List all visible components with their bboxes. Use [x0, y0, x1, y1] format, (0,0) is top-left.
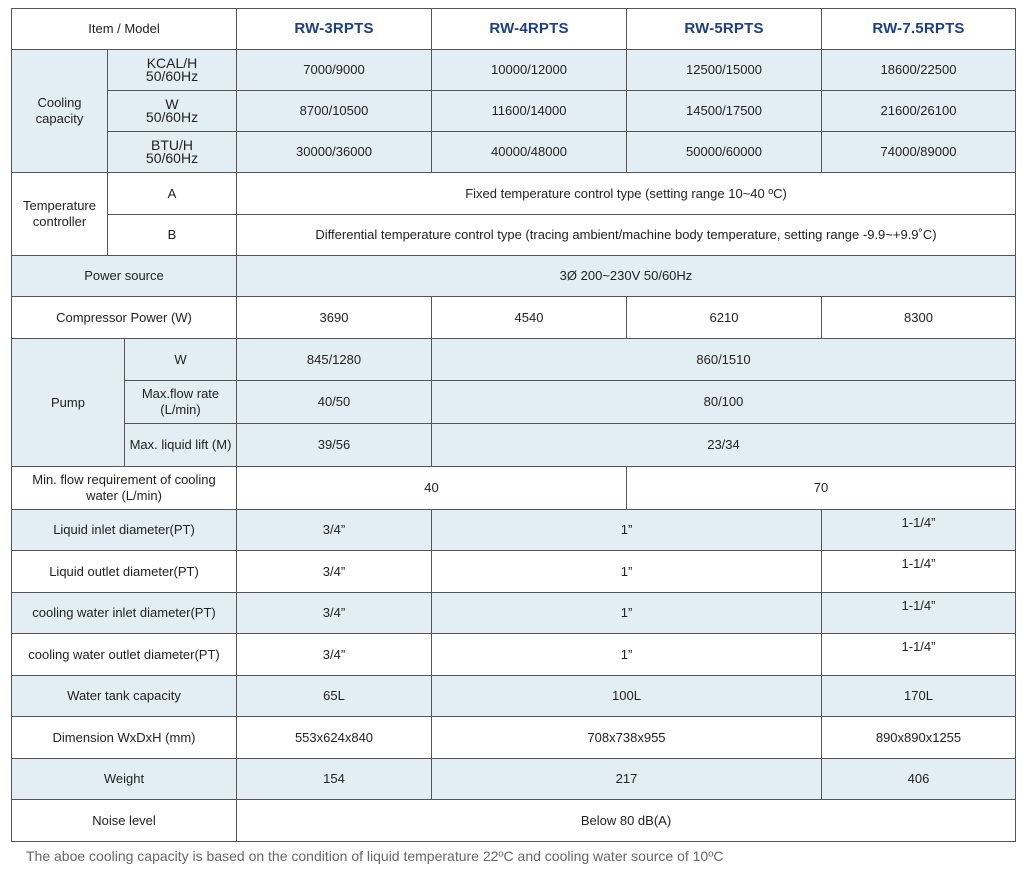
liquid-outlet-value: 1-1/4” [822, 551, 1016, 593]
cooling-value: 11600/14000 [432, 91, 627, 132]
pump-w-value: 860/1510 [432, 339, 1016, 381]
temp-controller-b-value: Differential temperature control type (tracing ambient/machine body temperature, setting range -9.9~+9.9˚C) [237, 215, 1016, 256]
cooling-value: 18600/22500 [822, 50, 1016, 91]
tank-value: 65L [237, 676, 432, 717]
model-header-rw-4rpts: RW-4RPTS [432, 9, 627, 50]
item-model-header: Item / Model [12, 9, 237, 50]
pump-flow-label: Max.flow rate (L/min) [125, 381, 237, 424]
model-header-rw-5rpts: RW-5RPTS [627, 9, 822, 50]
weight-value: 154 [237, 759, 432, 800]
pump-label: Pump [12, 339, 125, 467]
noise-value: Below 80 dB(A) [237, 800, 1016, 842]
liquid-outlet-label: Liquid outlet diameter(PT) [12, 551, 237, 593]
pump-lift-label: Max. liquid lift (M) [125, 424, 237, 467]
cw-inlet-value: 1” [432, 593, 822, 634]
tank-value: 100L [432, 676, 822, 717]
liquid-outlet-row [12, 551, 1016, 593]
compressor-row [12, 297, 1016, 339]
temp-controller-row-a [12, 173, 1016, 215]
pump-lift-value: 39/56 [237, 424, 432, 467]
cooling-unit-label: BTU/H 50/60Hz [108, 132, 237, 173]
compressor-value: 8300 [822, 297, 1016, 339]
cooling-value: 30000/36000 [237, 132, 432, 173]
cooling-value: 8700/10500 [237, 91, 432, 132]
dimension-value: 553x624x840 [237, 717, 432, 759]
min-flow-label: Min. flow requirement of cooling water (L/min) [12, 467, 237, 510]
pump-flow-value: 40/50 [237, 381, 432, 424]
dimension-label: Dimension WxDxH (mm) [12, 717, 237, 759]
cw-outlet-label: cooling water outlet diameter(PT) [12, 634, 237, 676]
pump-lift-value: 23/34 [432, 424, 1016, 467]
liquid-inlet-value: 1” [432, 510, 822, 551]
cw-inlet-value: 1-1/4” [822, 593, 1016, 634]
liquid-inlet-value: 3/4” [237, 510, 432, 551]
pump-row-flow [12, 381, 1016, 424]
liquid-inlet-label: Liquid inlet diameter(PT) [12, 510, 237, 551]
temp-controller-row-b [12, 215, 1016, 256]
tank-value: 170L [822, 676, 1016, 717]
dimension-value: 890x890x1255 [822, 717, 1016, 759]
min-flow-row [12, 467, 1016, 510]
tank-label: Water tank capacity [12, 676, 237, 717]
liquid-inlet-value: 1-1/4” [822, 510, 1016, 551]
dimension-row [12, 717, 1016, 759]
power-source-row [12, 256, 1016, 297]
min-flow-value: 40 [237, 467, 627, 510]
temp-controller-a-label: A [108, 173, 237, 215]
cooling-row-kcal [12, 50, 1016, 91]
pump-row-lift [12, 424, 1016, 467]
spec-table [11, 8, 1016, 842]
cw-inlet-value: 3/4” [237, 593, 432, 634]
pump-w-value: 845/1280 [237, 339, 432, 381]
compressor-label: Compressor Power (W) [12, 297, 237, 339]
cooling-row-btu [12, 132, 1016, 173]
liquid-inlet-row [12, 510, 1016, 551]
cw-outlet-value: 1” [432, 634, 822, 676]
temp-controller-a-value: Fixed temperature control type (setting range 10~40 ºC) [237, 173, 1016, 215]
cooling-unit-label: W 50/60Hz [108, 91, 237, 132]
power-source-label: Power source [12, 256, 237, 297]
compressor-value: 4540 [432, 297, 627, 339]
min-flow-value: 70 [627, 467, 1016, 510]
dimension-value: 708x738x955 [432, 717, 822, 759]
compressor-value: 3690 [237, 297, 432, 339]
cooling-value: 12500/15000 [627, 50, 822, 91]
cooling-value: 74000/89000 [822, 132, 1016, 173]
cooling-value: 7000/9000 [237, 50, 432, 91]
cooling-value: 10000/12000 [432, 50, 627, 91]
cooling-value: 21600/26100 [822, 91, 1016, 132]
power-source-value: 3Ø 200~230V 50/60Hz [237, 256, 1016, 297]
liquid-outlet-value: 1” [432, 551, 822, 593]
tank-row [12, 676, 1016, 717]
noise-row [12, 800, 1016, 842]
cooling-value: 40000/48000 [432, 132, 627, 173]
model-header-rw-3rpts: RW-3RPTS [237, 9, 432, 50]
temp-controller-label: Temperature controller [12, 173, 108, 256]
compressor-value: 6210 [627, 297, 822, 339]
footnote: The aboe cooling capacity is based on the condition of liquid temperature 22ºC and cooling water source of 10ºC [26, 848, 724, 864]
cw-inlet-row [12, 593, 1016, 634]
cooling-capacity-label: Cooling capacity [12, 50, 108, 173]
weight-row [12, 759, 1016, 800]
cooling-value: 14500/17500 [627, 91, 822, 132]
header-row [12, 9, 1016, 50]
cw-inlet-label: cooling water inlet diameter(PT) [12, 593, 237, 634]
cooling-unit-label: KCAL/H 50/60Hz [108, 50, 237, 91]
weight-value: 217 [432, 759, 822, 800]
cw-outlet-value: 3/4” [237, 634, 432, 676]
cw-outlet-row [12, 634, 1016, 676]
liquid-outlet-value: 3/4” [237, 551, 432, 593]
pump-flow-value: 80/100 [432, 381, 1016, 424]
noise-label: Noise level [12, 800, 237, 842]
weight-label: Weight [12, 759, 237, 800]
temp-controller-b-label: B [108, 215, 237, 256]
cw-outlet-value: 1-1/4” [822, 634, 1016, 676]
cooling-row-w [12, 91, 1016, 132]
pump-w-label: W [125, 339, 237, 381]
pump-row-w [12, 339, 1016, 381]
cooling-value: 50000/60000 [627, 132, 822, 173]
weight-value: 406 [822, 759, 1016, 800]
model-header-rw-7-5rpts: RW-7.5RPTS [822, 9, 1016, 50]
